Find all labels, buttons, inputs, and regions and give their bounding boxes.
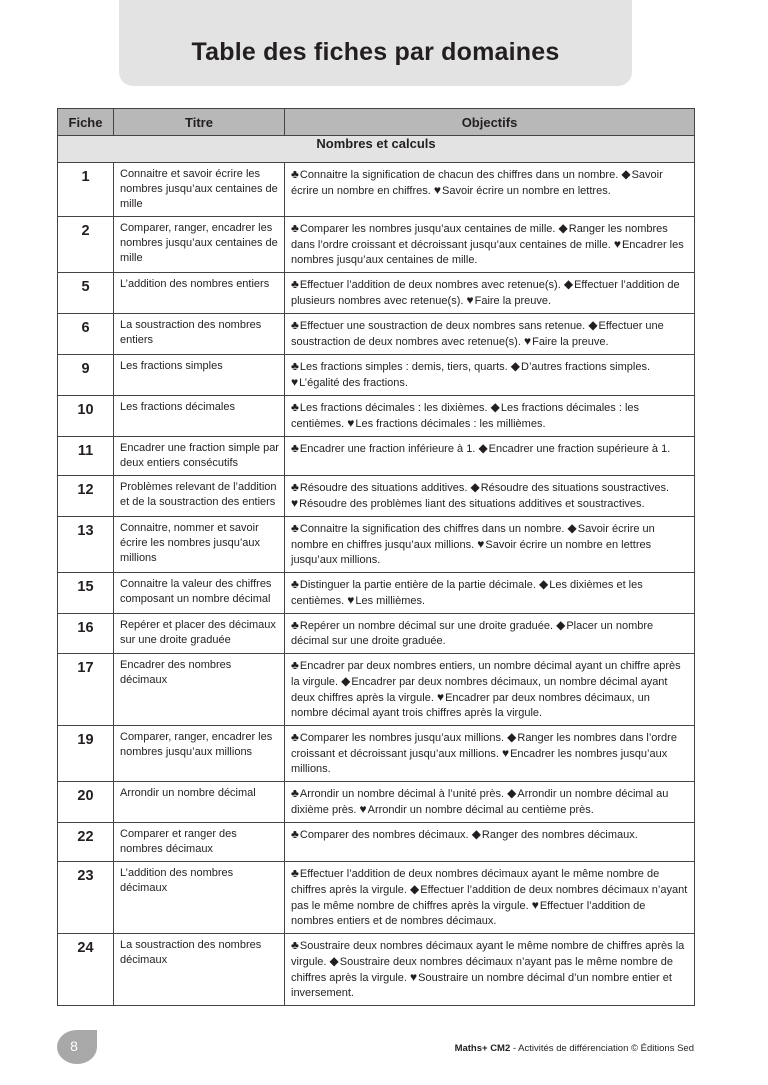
objective-text: Connaitre la signification de chacun des chiffres dans un nombre. [299, 169, 619, 181]
objective-text: Encadrer une fraction supérieure à 1. [488, 443, 671, 455]
objective-text: Effectuer l’addition de deux nombres décimaux ayant le même nombre de chiffres après la virgule. [291, 868, 660, 896]
objective-text: Arrondir un nombre décimal au centième près. [367, 804, 594, 816]
objective-text: Distinguer la partie entière de la partie décimale. [299, 579, 536, 591]
objective-text: Les fractions simples : demis, tiers, quarts. [299, 361, 508, 373]
club-icon: ♣ [291, 938, 299, 952]
heart-icon: ♥ [291, 496, 299, 510]
diamond-icon: ◆ [490, 400, 500, 414]
objective-text: Résoudre des problèmes liant des situations additives et soustractives. [299, 498, 645, 510]
objective-text: Les millièmes. [355, 595, 426, 607]
fiche-number: 2 [58, 217, 114, 273]
objective-text: Encadrer par deux nombres décimaux, un nombre décimal ayant deux chiffres après la virgule. [291, 676, 668, 704]
fiche-title: Comparer, ranger, encadrer les nombres jusqu’aux centaines de mille [114, 217, 285, 273]
fiche-objectives [285, 573, 695, 614]
table-row [58, 823, 695, 862]
diamond-icon: ◆ [341, 674, 351, 688]
table-row [58, 273, 695, 314]
fiche-title: La soustraction des nombres entiers [114, 314, 285, 355]
fiche-title: Comparer et ranger des nombres décimaux [114, 823, 285, 862]
table-row [58, 782, 695, 823]
objective-text: L’égalité des fractions. [299, 377, 408, 389]
fiche-objectives [285, 437, 695, 476]
objective-text: Savoir écrire un nombre en chiffres jusqu’aux millions. [291, 523, 655, 551]
club-icon: ♣ [291, 167, 299, 181]
fiche-number: 19 [58, 726, 114, 782]
objective-text: Encadrer une fraction inférieure à 1. [299, 443, 476, 455]
club-icon: ♣ [291, 521, 299, 535]
club-icon: ♣ [291, 658, 299, 672]
diamond-icon: ◆ [510, 359, 521, 373]
heart-icon: ♥ [359, 802, 367, 816]
table-row [58, 614, 695, 654]
objective-text: Ranger des nombres décimaux. [481, 829, 638, 841]
objective-text: Effectuer l’addition de deux nombres avec retenue(s). [299, 279, 561, 291]
objective-text: Soustraire un nombre décimal d’un nombre entier et inversement. [291, 972, 672, 999]
fiche-objectives [285, 823, 695, 862]
club-icon: ♣ [291, 359, 299, 373]
table-header-row [58, 109, 695, 136]
club-icon: ♣ [291, 480, 299, 494]
footer-credits [455, 1043, 694, 1054]
objective-text: Faire la preuve. [532, 336, 609, 348]
fiche-objectives [285, 934, 695, 1006]
objective-text: Effectuer l’addition de plusieurs nombres avec retenue(s). [291, 279, 680, 307]
objective-text: Les fractions décimales : les millièmes. [355, 418, 546, 430]
heart-icon: ♥ [347, 416, 355, 430]
diamond-icon: ◆ [507, 730, 517, 744]
objective-text: Soustraire deux nombres décimaux ayant le même nombre de chiffres après la virgule. [291, 940, 685, 968]
club-icon: ♣ [291, 618, 299, 632]
objective-text: Effectuer une soustraction de deux nombres sans retenue. [299, 320, 586, 332]
fiche-number: 15 [58, 573, 114, 614]
fiche-title: Repérer et placer des décimaux sur une droite graduée [114, 614, 285, 654]
heart-icon: ♥ [531, 898, 539, 912]
fiche-objectives [285, 614, 695, 654]
club-icon: ♣ [291, 730, 299, 744]
title-banner [119, 0, 632, 86]
fiche-number: 12 [58, 476, 114, 517]
heart-icon: ♥ [501, 746, 510, 760]
table-row [58, 314, 695, 355]
fiche-title: La soustraction des nombres décimaux [114, 934, 285, 1006]
heart-icon: ♥ [466, 293, 474, 307]
fiche-number: 5 [58, 273, 114, 314]
objective-text: Effectuer l’addition de deux nombres décimaux n’ayant pas le même nombre de chiffres après la virgule. [291, 884, 688, 912]
diamond-icon: ◆ [558, 221, 568, 235]
fiche-title: Encadrer une fraction simple par deux entiers consécutifs [114, 437, 285, 476]
fiche-number: 6 [58, 314, 114, 355]
objective-text: Comparer les nombres jusqu’aux millions. [299, 732, 505, 744]
club-icon: ♣ [291, 441, 299, 455]
fiche-objectives [285, 654, 695, 726]
fiche-objectives [285, 355, 695, 396]
fiche-number: 22 [58, 823, 114, 862]
club-icon: ♣ [291, 277, 299, 291]
fiche-objectives [285, 396, 695, 437]
fiche-objectives [285, 476, 695, 517]
page-number-badge [57, 1030, 97, 1064]
fiche-number: 17 [58, 654, 114, 726]
objective-text: Encadrer par deux nombres entiers, un nombre décimal ayant un chiffre après la virgule. [291, 660, 681, 688]
objective-text: Encadrer les nombres jusqu’aux millions. [291, 748, 668, 775]
objective-text: Résoudre des situations soustractives. [480, 482, 670, 494]
heart-icon: ♥ [436, 690, 445, 704]
fiche-objectives [285, 517, 695, 573]
diamond-icon: ◆ [538, 577, 549, 591]
club-icon: ♣ [291, 318, 299, 332]
fiche-number: 13 [58, 517, 114, 573]
heart-icon: ♥ [347, 593, 355, 607]
objective-text: Les fractions décimales : les centièmes. [291, 402, 640, 430]
heart-icon: ♥ [433, 183, 441, 197]
club-icon: ♣ [291, 577, 299, 591]
fiche-title: Comparer, ranger, encadrer les nombres jusqu’aux millions [114, 726, 285, 782]
fiche-title: Connaitre la valeur des chiffres composant un nombre décimal [114, 573, 285, 614]
fiche-objectives [285, 273, 695, 314]
table-row [58, 355, 695, 396]
fiche-title: L’addition des nombres décimaux [114, 862, 285, 934]
club-icon: ♣ [291, 786, 299, 800]
objective-text: Savoir écrire un nombre en chiffres. [291, 169, 663, 197]
objective-text: Les dixièmes et les centièmes. [291, 579, 643, 607]
diamond-icon: ◆ [621, 167, 631, 181]
fiche-number: 1 [58, 163, 114, 217]
fiche-number: 10 [58, 396, 114, 437]
diamond-icon: ◆ [470, 480, 480, 494]
objective-text: Connaitre la signification des chiffres dans un nombre. [299, 523, 565, 535]
fiche-title: L’addition des nombres entiers [114, 273, 285, 314]
fiche-objectives [285, 217, 695, 273]
objective-text: Ranger les nombres dans l’ordre croissant et décroissant jusqu’aux millions. [291, 732, 677, 760]
fiche-objectives [285, 862, 695, 934]
fiche-title: Arrondir un nombre décimal [114, 782, 285, 823]
fiche-title: Problèmes relevant de l’addition et de la soustraction des entiers [114, 476, 285, 517]
section-row [58, 136, 695, 163]
table-row [58, 517, 695, 573]
diamond-icon: ◆ [567, 521, 577, 535]
table-row [58, 476, 695, 517]
fiche-title: Les fractions simples [114, 355, 285, 396]
diamond-icon: ◆ [410, 882, 420, 896]
fiche-objectives [285, 782, 695, 823]
diamond-icon: ◆ [471, 827, 481, 841]
heart-icon: ♥ [613, 237, 621, 251]
table-row [58, 217, 695, 273]
objective-text: Encadrer les nombres jusqu’aux centaines de mille. [291, 239, 684, 266]
table-row [58, 437, 695, 476]
diamond-icon: ◆ [507, 786, 517, 800]
page-number: 8 [70, 1038, 78, 1054]
diamond-icon: ◆ [588, 318, 598, 332]
objective-text: Résoudre des situations additives. [299, 482, 468, 494]
footer-brand: Maths+ CM2 [454, 1043, 511, 1054]
fiche-objectives [285, 163, 695, 217]
objective-text: Encadrer par deux nombres décimaux, un nombre décimal ayant trois chiffres après la virgule. [291, 692, 650, 719]
table-row [58, 396, 695, 437]
fiche-objectives [285, 726, 695, 782]
header-fiche: Fiche [58, 109, 114, 136]
objective-text: Savoir écrire un nombre en lettres. [442, 185, 611, 197]
objective-text: Les fractions décimales : les dixièmes. [299, 402, 488, 414]
objective-text: Ranger les nombres dans l’ordre croissant et décroissant jusqu’aux centaines de mille. [291, 223, 668, 251]
table-row [58, 934, 695, 1006]
fiche-number: 24 [58, 934, 114, 1006]
fiche-title: Connaitre, nommer et savoir écrire les nombres jusqu’aux millions [114, 517, 285, 573]
fiche-number: 20 [58, 782, 114, 823]
objective-text: Effectuer une soustraction de deux nombres avec retenue(s). [291, 320, 664, 348]
objective-text: Comparer des nombres décimaux. [299, 829, 469, 841]
table-row [58, 654, 695, 726]
objective-text: Comparer les nombres jusqu’aux centaines de mille. [299, 223, 556, 235]
header-objectifs: Objectifs [285, 109, 695, 136]
club-icon: ♣ [291, 827, 299, 841]
fiche-title: Les fractions décimales [114, 396, 285, 437]
fiche-title: Encadrer des nombres décimaux [114, 654, 285, 726]
club-icon: ♣ [291, 400, 299, 414]
diamond-icon: ◆ [563, 277, 574, 291]
objective-text: Placer un nombre décimal sur une droite graduée. [291, 620, 654, 647]
footer-text: - Activités de différenciation © Éditions Sed [510, 1043, 694, 1054]
table-row [58, 163, 695, 217]
club-icon: ♣ [291, 221, 299, 235]
objective-text: Arrondir un nombre décimal à l’unité près. [299, 788, 505, 800]
objective-text: Soustraire deux nombres décimaux n’ayant pas le même nombre de chiffres après la virgule. [291, 956, 673, 984]
diamond-icon: ◆ [478, 441, 488, 455]
heart-icon: ♥ [291, 375, 299, 389]
objective-text: Arrondir un nombre décimal au dixième près. [291, 788, 669, 816]
fiche-objectives [285, 314, 695, 355]
club-icon: ♣ [291, 866, 299, 880]
section-title: Nombres et calculs [58, 136, 695, 163]
header-titre: Titre [114, 109, 285, 136]
fiche-number: 9 [58, 355, 114, 396]
objective-text: Faire la preuve. [474, 295, 552, 307]
heart-icon: ♥ [523, 334, 532, 348]
table-row [58, 726, 695, 782]
diamond-icon: ◆ [556, 618, 566, 632]
objective-text: D’autres fractions simples. [521, 361, 651, 373]
objective-text: Effectuer l’addition de nombres entiers et de nombres décimaux. [291, 900, 646, 927]
fiches-table [57, 108, 695, 1006]
fiche-title: Connaitre et savoir écrire les nombres jusqu’aux centaines de mille [114, 163, 285, 217]
fiche-number: 11 [58, 437, 114, 476]
fiche-number: 23 [58, 862, 114, 934]
heart-icon: ♥ [477, 537, 485, 551]
page-title: Table des fiches par domaines [191, 38, 560, 66]
table-row [58, 573, 695, 614]
objective-text: Repérer un nombre décimal sur une droite graduée. [299, 620, 554, 632]
fiche-number: 16 [58, 614, 114, 654]
table-row [58, 862, 695, 934]
diamond-icon: ◆ [329, 954, 339, 968]
objective-text: Savoir écrire un nombre en lettres jusqu’aux millions. [291, 539, 652, 566]
heart-icon: ♥ [410, 970, 418, 984]
